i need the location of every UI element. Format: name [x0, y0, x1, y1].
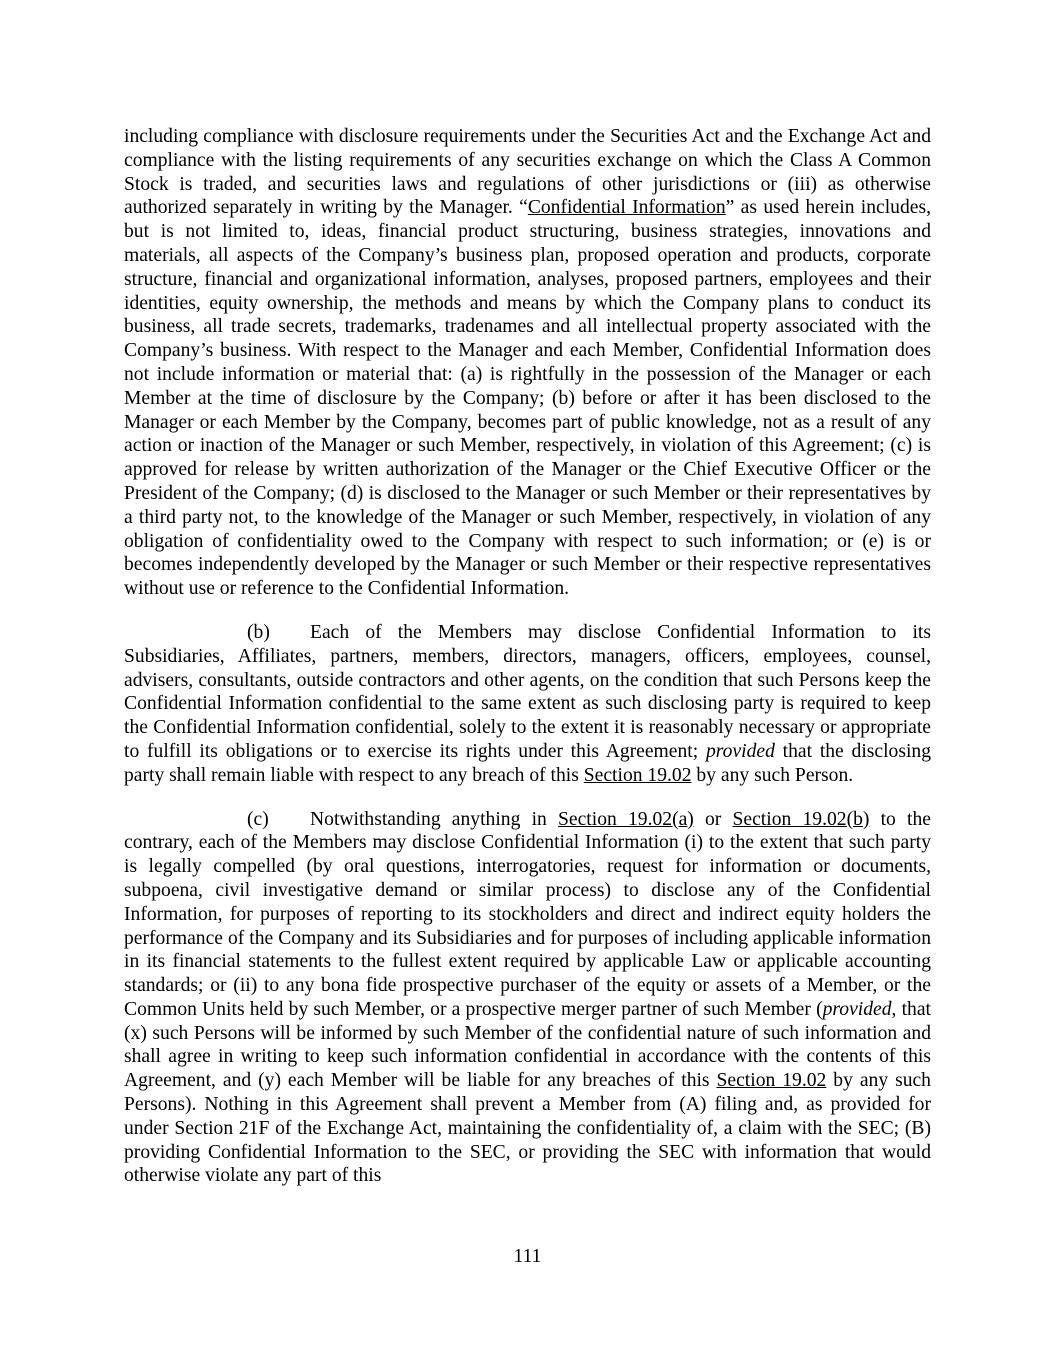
text: that the disclosing party shall remain liable with respect to any breach of this	[124, 740, 931, 786]
text: Notwithstanding anything in	[310, 808, 559, 830]
paragraph-c	[124, 808, 931, 1189]
text: by any such Person.	[691, 764, 854, 786]
defined-term-confidential-information: Confidential Information	[527, 197, 726, 219]
text: including compliance with disclosure requirements under the Securities Act and the Exchange Act and compliance with the listing requirements of any securities exchange on which the Class A Common Stock is traded, and securities laws and regulations of other jurisdictions or (iii) as otherwise authorized separately in writing by the Manager. “	[124, 126, 931, 219]
section-reference: Section 19.02	[583, 764, 692, 786]
proviso-term: provided	[705, 740, 775, 762]
text: by any such Persons). Nothing in this Agreement shall prevent a Member from (A) filing and, as provided for under Section 21F of the Exchange Act, maintaining the confidentiality of, a claim with the SEC; (B) providing Confidential Information to the SEC, or providing the SEC with information that would otherwise violate any part of this	[124, 1070, 931, 1187]
page-number: 111	[513, 1246, 542, 1267]
text: or	[693, 808, 733, 830]
proviso-term: provided	[822, 998, 892, 1020]
section-reference: Section 19.02	[716, 1070, 827, 1092]
paragraph-continuation	[124, 125, 931, 601]
text: ” as used herein includes, but is not limited to, ideas, financial product structuring, business strategies, innovations and materials, all aspects of the Company’s business plan, proposed operation and products, corporate structure, financial and organizational information, analyses, proposed partners, employees and their identities, equity ownership, the methods and means by which the Company plans to conduct its business, all trade secrets, trademarks, tradenames and all intellectual property associated with the Company’s business. With respect to the Manager and each Member, Confidential Information does not include information or material that: (a) is rightfully in the possession of the Manager or each Member at the time of disclosure by the Company; (b) before or after it has been disclosed to the Manager or each Member by the Company, becomes part of public knowledge, not as a result of any action or inaction of the Manager or such Member, respectively, in violation of this Agreement; (c) is approved for release by written authorization of the Manager or the Chief Executive Officer or the President of the Company; (d) is disclosed to the Manager or such Member or their representatives by a third party not, to the knowledge of the Manager or such Member, respectively, in violation of any obligation of confidentiality owed to the Company with respect to such information; or (e) is or becomes independently developed by the Manager or such Member or their respective representatives without use or reference to the Confidential Information.	[124, 197, 932, 600]
section-reference: Section 19.02(a)	[558, 808, 694, 830]
section-reference: Section 19.02(b)	[732, 808, 870, 830]
document-body	[124, 125, 931, 1208]
paragraph-b	[124, 621, 931, 788]
text: to the contrary, each of the Members may disclose Confidential Information (i) to the extent that such party is legally compelled (by oral questions, interrogatories, request for information or documents, subpoena, civil investigative demand or similar process) to disclose any of the Confidential Information, for purposes of reporting to its stockholders and direct and indirect equity holders the performance of the Company and its Subsidiaries and for purposes of including applicable information in its financial statements to the fullest extent required by applicable Law or applicable accounting standards; or (ii) to any bona fide prospective purchaser of the equity or assets of a Member, or the Common Units held by such Member, or a prospective merger partner of such Member (	[124, 808, 931, 1020]
paragraph-label: (b)	[247, 621, 270, 643]
text: , that (x) such Persons will be informed by such Member of the confidential nature of such information and shall agree in writing to keep such information confidential in accordance with the contents of this Agreement, and (y) each Member will be liable for any breaches of this	[124, 998, 931, 1092]
text: Each of the Members may disclose Confidential Information to its Subsidiaries, Affiliates, partners, members, directors, managers, officers, employees, counsel, advisers, consultants, outside contractors and other agents, on the condition that such Persons keep the Confidential Information confidential to the same extent as such disclosing party is required to keep the Confidential Information confidential, solely to the extent it is reasonably necessary or appropriate to fulfill its obligations or to exercise its rights under this Agreement;	[124, 621, 931, 762]
paragraph-label: (c)	[247, 808, 269, 830]
